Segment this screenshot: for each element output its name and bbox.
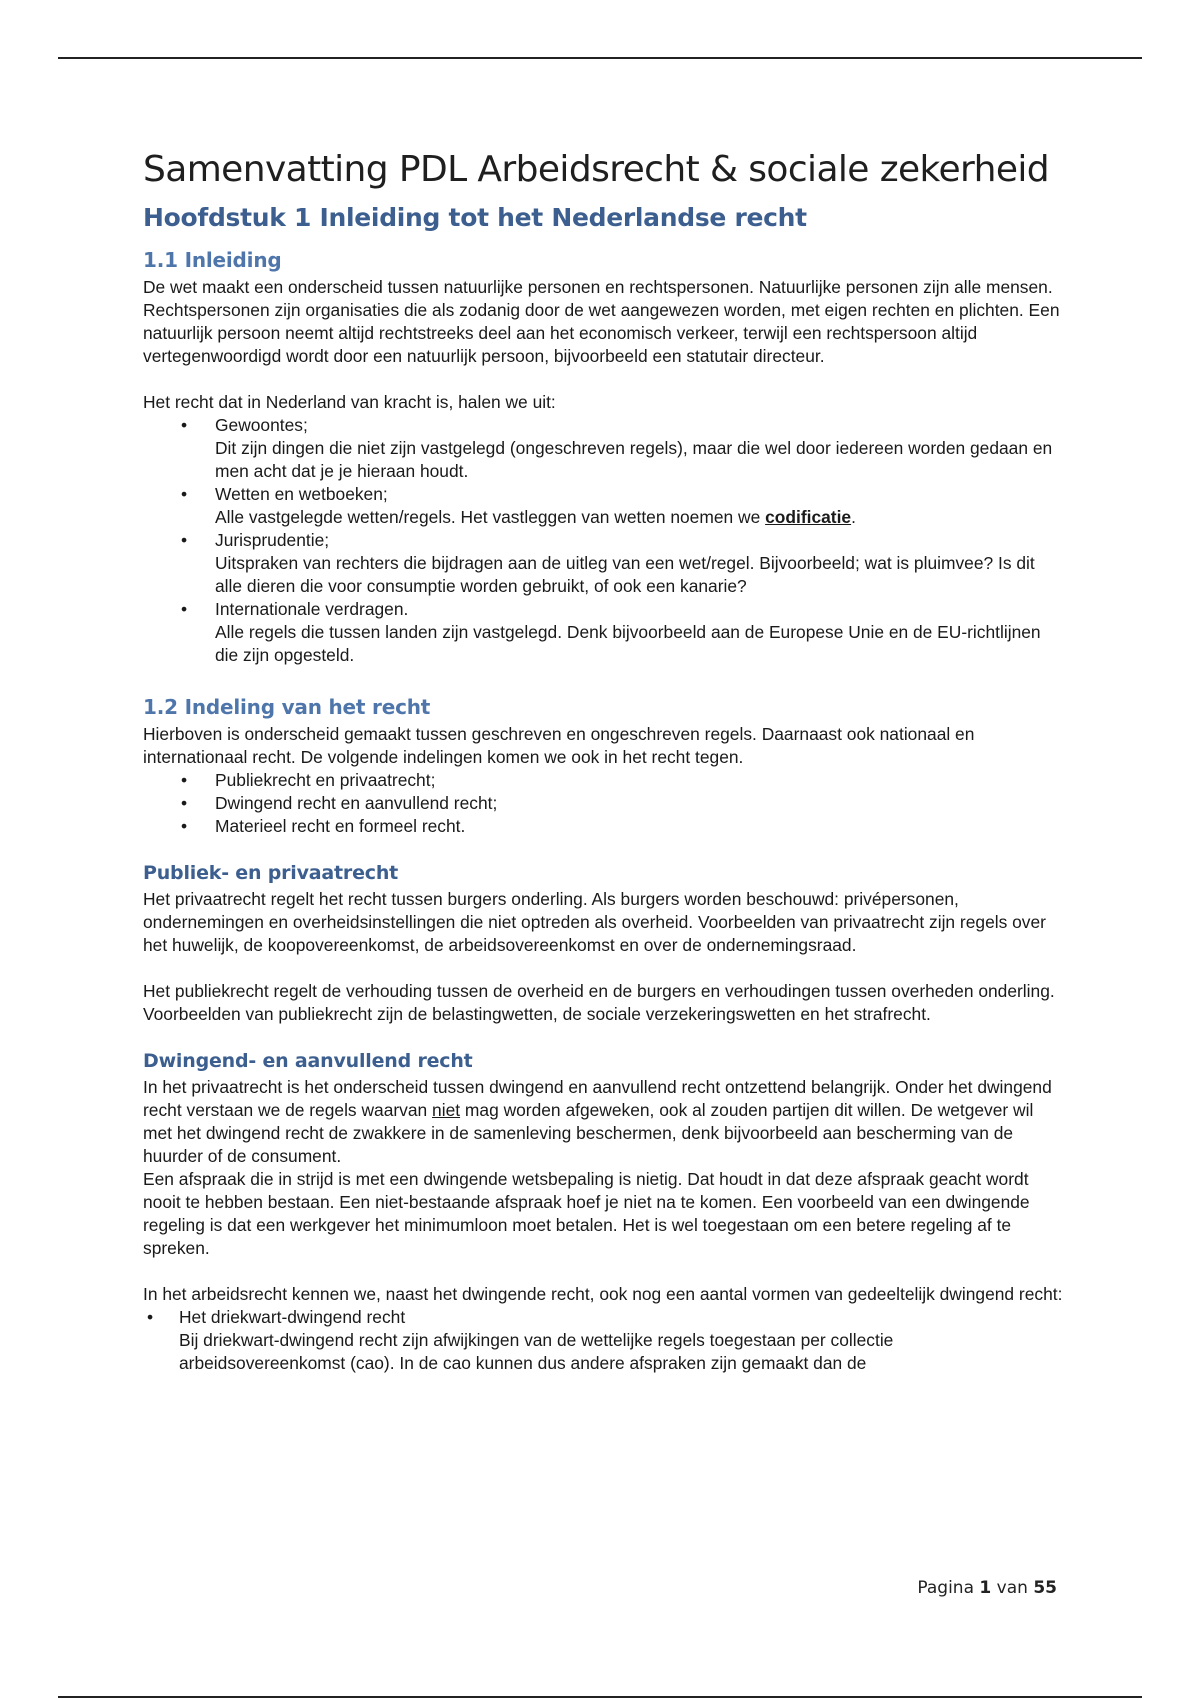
paragraph: Het publiekrecht regelt de verhouding tussen de overheid en de burgers en verhoudingen tussen overheden onderling. Voorbeelden van publiekrecht zijn de belastingwetten, de sociale verzekeringswetten en het strafrecht. bbox=[143, 981, 1055, 1024]
underlined-word: niet bbox=[432, 1100, 461, 1120]
partial-mandatory-law-list bbox=[143, 1306, 1063, 1375]
paragraph-text: mag worden afgeweken, ook al zouden partijen dit willen. De wetgever wil met het dwingend recht de zwakkere in de samenleving beschermen, denk bijvoorbeeld aan bescherming van de huurder of de consument. bbox=[143, 1100, 1034, 1166]
paragraph: Hierboven is onderscheid gemaakt tussen geschreven en ongeschreven regels. Daarnaast ook nationaal en internationaal recht. De volgende indelingen komen we ook in het recht tegen. bbox=[143, 724, 975, 767]
list-item bbox=[143, 769, 1063, 792]
paragraph: Het recht dat in Nederland van kracht is, halen we uit: bbox=[143, 392, 556, 412]
emphasized-term: codificatie bbox=[765, 507, 852, 527]
list-item bbox=[143, 414, 1063, 483]
current-page: 1 bbox=[979, 1578, 992, 1598]
list-item-term: Het driekwart-dwingend recht bbox=[179, 1307, 406, 1327]
list-item-text: Materieel recht en formeel recht. bbox=[215, 816, 466, 836]
list-item bbox=[143, 529, 1063, 598]
list-item-term: Gewoontes; bbox=[215, 415, 308, 435]
description-text: Alle vastgelegde wetten/regels. Het vastleggen van wetten noemen we bbox=[215, 507, 766, 527]
paragraph: Het privaatrecht regelt het recht tussen burgers onderling. Als burgers worden beschouwd: privépersonen, ondernemingen en overheidsinstellingen die niet optreden als overheid. Voorbeelden van privaatrecht zijn regels over het huwelijk, de koopovereenkomst, de arbeidsovereenkomst en over de ondernemingsraad. bbox=[143, 889, 1046, 955]
list-item bbox=[143, 815, 1063, 838]
page-label: Pagina bbox=[917, 1578, 974, 1598]
list-item-description: Bij driekwart-dwingend recht zijn afwijkingen van de wettelijke regels toegestaan per collectie arbeidsovereenkomst (cao). In de cao kunnen dus andere afspraken zijn gemaakt dan de bbox=[179, 1330, 894, 1373]
list-item-term: Wetten en wetboeken; bbox=[215, 484, 388, 504]
bottom-rule bbox=[58, 1696, 1142, 1698]
list-item-term: Jurisprudentie; bbox=[215, 530, 330, 550]
bullet-icon: • bbox=[181, 599, 188, 619]
paragraph: Een afspraak die in strijd is met een dwingende wetsbepaling is nietig. Dat houdt in dat deze afspraak geacht wordt nooit te hebben bestaan. Een niet-bestaande afspraak hoef je niet na te komen. Een voorbeeld van een dwingende regeling is dat een werkgever het minimumloon moet betalen. Het is wel toegestaan om een betere regeling af te spreken. bbox=[143, 1169, 1030, 1258]
page-of-label: van bbox=[996, 1578, 1028, 1598]
description-text: . bbox=[851, 507, 856, 527]
section-heading-1-2: 1.2 Indeling van het recht bbox=[143, 695, 431, 719]
bullet-icon: • bbox=[181, 793, 188, 813]
list-item-text: Dwingend recht en aanvullend recht; bbox=[215, 793, 498, 813]
list-item bbox=[143, 598, 1063, 667]
list-item bbox=[143, 483, 1063, 529]
list-item-text: Publiekrecht en privaatrecht; bbox=[215, 770, 436, 790]
bullet-icon: • bbox=[147, 1307, 154, 1327]
paragraph-text: In het privaatrecht is het onderscheid tussen dwingend en aanvullend recht ontzettend belangrijk. Onder het dwingend recht verstaan we de regels waarvan bbox=[143, 1077, 1052, 1120]
bullet-icon: • bbox=[181, 816, 188, 836]
subsection-heading-dwingend-aanvullend: Dwingend- en aanvullend recht bbox=[143, 1050, 473, 1072]
paragraph: In het arbeidsrecht kennen we, naast het dwingende recht, ook nog een aantal vormen van gedeeltelijk dwingend recht: bbox=[143, 1284, 1063, 1304]
total-pages: 55 bbox=[1033, 1578, 1057, 1598]
sources-list bbox=[143, 414, 1063, 667]
list-item-description: Dit zijn dingen die niet zijn vastgelegd (ongeschreven regels), maar die wel door iedereen worden gedaan en men acht dat je je hieraan houdt. bbox=[215, 438, 1053, 481]
top-rule bbox=[58, 57, 1142, 59]
bullet-icon: • bbox=[181, 484, 188, 504]
document-title: Samenvatting PDL Arbeidsrecht & sociale zekerheid bbox=[143, 149, 1050, 190]
list-item bbox=[143, 792, 1063, 815]
list-item-description bbox=[215, 506, 1063, 529]
bullet-icon: • bbox=[181, 530, 188, 550]
page-number bbox=[917, 1578, 1057, 1598]
document-body bbox=[143, 144, 1063, 1375]
list-item-description: Alle regels die tussen landen zijn vastgelegd. Denk bijvoorbeeld aan de Europese Unie en de EU-richtlijnen die zijn opgesteld. bbox=[215, 622, 1041, 665]
list-item-term: Internationale verdragen. bbox=[215, 599, 409, 619]
paragraph bbox=[143, 1076, 1063, 1168]
chapter-heading: Hoofdstuk 1 Inleiding tot het Nederlandse recht bbox=[143, 203, 807, 232]
list-item-description: Uitspraken van rechters die bijdragen aan de uitleg van een wet/regel. Bijvoorbeeld; wat is pluimvee? Is dit alle dieren die voor consumptie worden gebruikt, of ook een kanarie? bbox=[215, 553, 1035, 596]
subsection-heading-publiek-privaat: Publiek- en privaatrecht bbox=[143, 862, 399, 884]
paragraph: De wet maakt een onderscheid tussen natuurlijke personen en rechtspersonen. Natuurlijke personen zijn alle mensen. Rechtspersonen zijn organisaties die als zodanig door de wet aangewezen worden, met eigen rechten en plichten. Een natuurlijk persoon neemt altijd rechtstreeks deel aan het economisch verkeer, terwijl een rechtspersoon altijd vertegenwoordigd wordt door een natuurlijk persoon, bijvoorbeeld een statutair directeur. bbox=[143, 277, 1060, 366]
section-heading-1-1: 1.1 Inleiding bbox=[143, 248, 282, 272]
list-item bbox=[143, 1306, 1063, 1375]
classification-list bbox=[143, 769, 1063, 838]
bullet-icon: • bbox=[181, 770, 188, 790]
bullet-icon: • bbox=[181, 415, 188, 435]
